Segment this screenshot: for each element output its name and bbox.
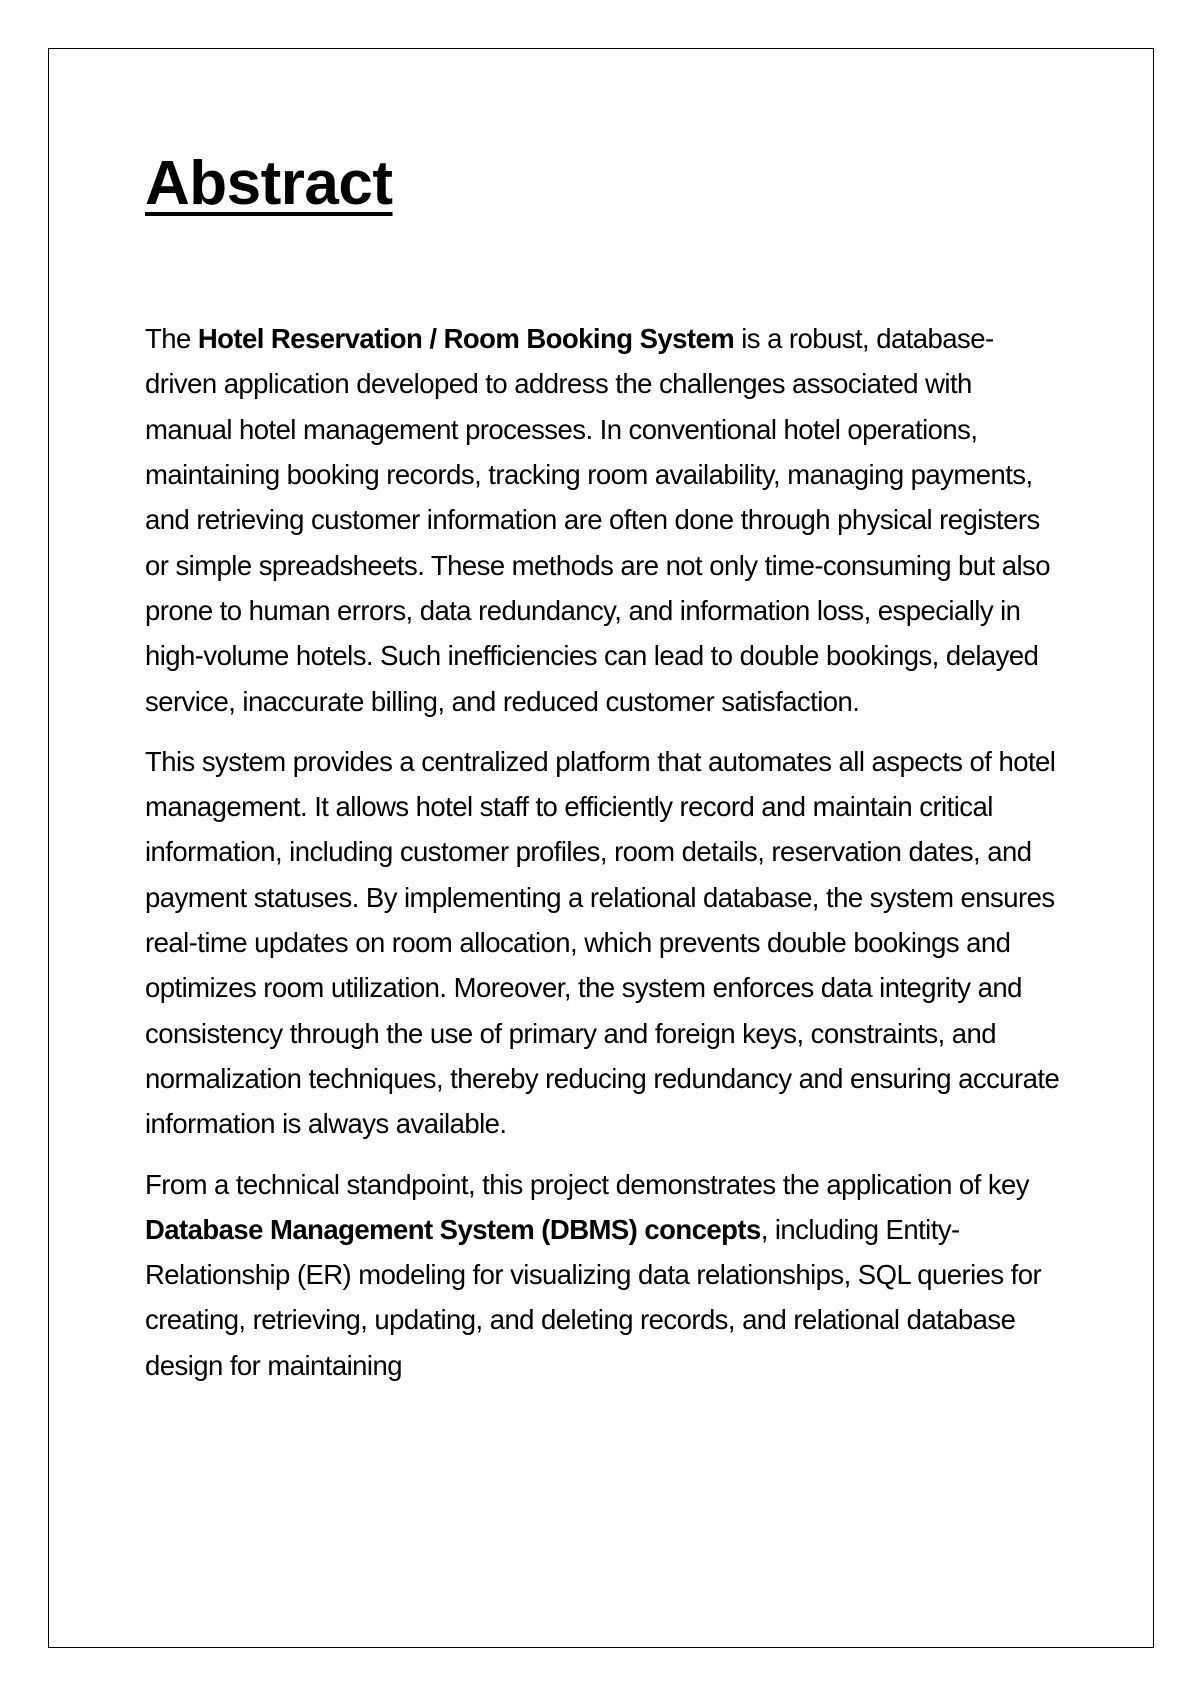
paragraph-1-text: is a robust, database-driven application developed to address the challenges associated with manual hotel management processes. In conventional hotel operations, maintaining booking records, tracking room availability, managing payments, and retrieving customer information are often done through physical registers or simple spreadsheets. These methods are not only time-consuming but also prone to human errors, data redundancy, and information loss, especially in high-volume hotels. Such inefficiencies can lead to double bookings, delayed service, inaccurate billing, and reduced customer satisfaction. [145, 323, 1050, 717]
paragraph-1-text: The [145, 323, 198, 355]
paragraph-3 [145, 1162, 1065, 1388]
paragraph-3-text: From a technical standpoint, this project demonstrates the application of key [145, 1168, 1029, 1200]
paragraph-2 [145, 739, 1065, 1147]
system-name-bold: Hotel Reservation / Room Booking System [197, 323, 735, 355]
paragraph-3-text: , including Entity-Relationship (ER) modeling for visualizing data relationships, SQL queries for creating, retrieving, updating, and deleting records, and relational database design for maintaining [145, 1213, 1042, 1381]
page-title: Abstract [145, 149, 393, 218]
document-content [145, 150, 1065, 1403]
paragraph-2-text: This system provides a centralized platform that automates all aspects of hotel management. It allows hotel staff to efficiently record and maintain critical information, including customer profiles, room details, reservation dates, and payment statuses. By implementing a relational database, the system ensures real-time updates on room allocation, which prevents double bookings and optimizes room utilization. Moreover, the system enforces data integrity and consistency through the use of primary and foreign keys, constraints, and normalization techniques, thereby reducing redundancy and ensuring accurate information is always available. [145, 745, 1060, 1140]
abstract-body [145, 316, 1065, 1388]
paragraph-1 [145, 316, 1065, 724]
dbms-concepts-bold: Database Management System (DBMS) concepts [145, 1213, 761, 1245]
